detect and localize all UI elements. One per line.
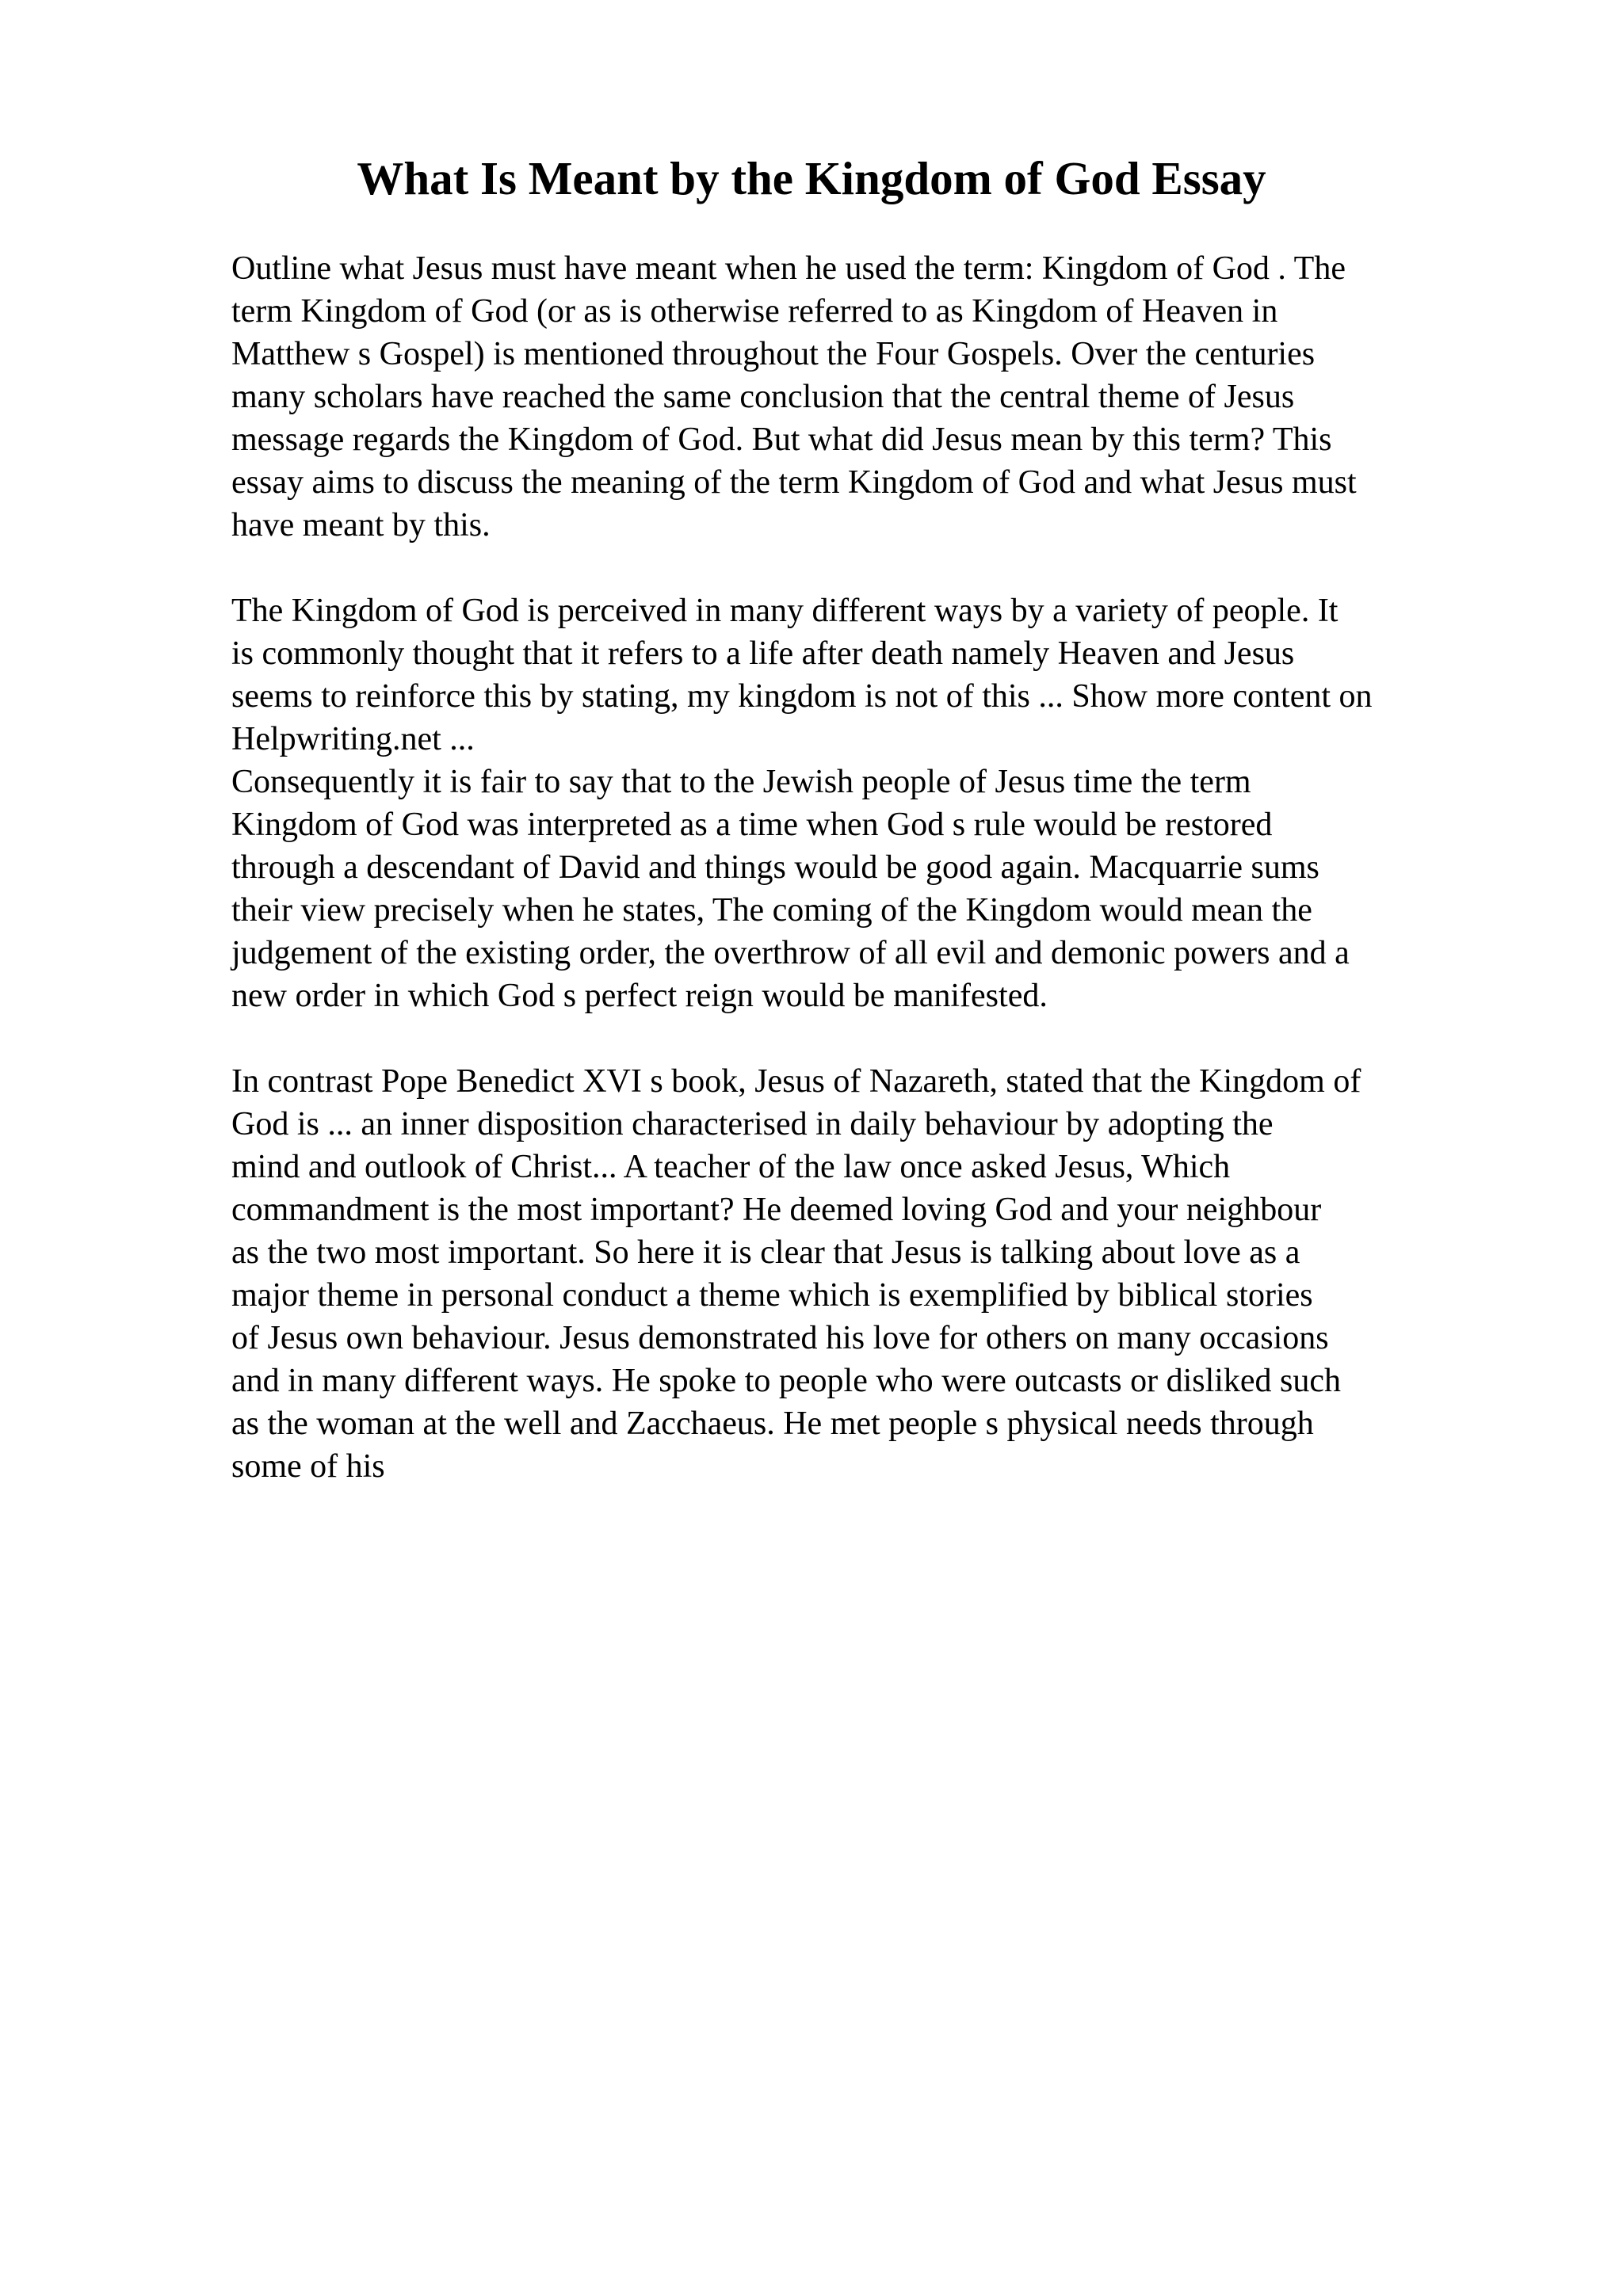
document-title: What Is Meant by the Kingdom of God Essay — [357, 152, 1266, 204]
text-line: Kingdom of God was interpreted as a time when God s rule would be restored — [231, 807, 1273, 843]
paragraph-3 — [231, 761, 1594, 1017]
text-line: commandment is the most important? He deemed loving God and your neighbour — [231, 1192, 1322, 1228]
text-line: have meant by this. — [231, 507, 491, 543]
text-line: mind and outlook of Christ... A teacher of the law once asked Jesus, Which — [231, 1149, 1231, 1185]
text-line: God is ... an inner disposition characterised in daily behaviour by adopting the — [231, 1106, 1274, 1142]
paragraph-4 — [231, 1060, 1594, 1488]
text-line: The Kingdom of God is perceived in many different ways by a variety of people. It — [231, 593, 1338, 629]
text-line: seems to reinforce this by stating, my kingdom is not of this ... Show more content on — [231, 678, 1373, 715]
text-line: judgement of the existing order, the overthrow of all evil and demonic powers and a — [231, 935, 1350, 971]
text-line: their view precisely when he states, The coming of the Kingdom would mean the — [231, 892, 1312, 929]
text-line: many scholars have reached the same conclusion that the central theme of Jesus — [231, 379, 1295, 415]
text-line: essay aims to discuss the meaning of the term Kingdom of God and what Jesus must — [231, 464, 1357, 501]
text-line: as the two most important. So here it is clear that Jesus is talking about love as a — [231, 1234, 1300, 1271]
text-line: term Kingdom of God (or as is otherwise referred to as Kingdom of Heaven in — [231, 293, 1278, 330]
text-line: message regards the Kingdom of God. But what did Jesus mean by this term? This — [231, 421, 1332, 458]
text-line: Helpwriting.net ... — [231, 721, 475, 757]
paragraph-1 — [231, 247, 1594, 547]
text-line: Matthew s Gospel) is mentioned throughout the Four Gospels. Over the centuries — [231, 336, 1316, 372]
text-line: and in many different ways. He spoke to people who were outcasts or disliked such — [231, 1363, 1342, 1399]
text-line: In contrast Pope Benedict XVI s book, Jesus of Nazareth, stated that the Kingdom of — [231, 1063, 1361, 1100]
text-line: as the woman at the well and Zacchaeus. He met people s physical needs through — [231, 1405, 1314, 1442]
text-line: through a descendant of David and things would be good again. Macquarrie sums — [231, 849, 1319, 886]
text-line: Outline what Jesus must have meant when he used the term: Kingdom of God . The — [231, 250, 1346, 287]
document-body — [231, 247, 1594, 1488]
paragraph-2 — [231, 589, 1594, 761]
text-line: major theme in personal conduct a theme which is exemplified by biblical stories — [231, 1277, 1313, 1314]
text-line: some of his — [231, 1448, 385, 1485]
text-line: new order in which God s perfect reign would be manifested. — [231, 978, 1048, 1014]
paragraph-spacer — [231, 547, 1594, 589]
text-line: Consequently it is fair to say that to the Jewish people of Jesus time the term — [231, 764, 1251, 800]
text-line: is commonly thought that it refers to a life after death namely Heaven and Jesus — [231, 635, 1295, 672]
paragraph-spacer — [231, 1017, 1594, 1060]
text-line: of Jesus own behaviour. Jesus demonstrated his love for others on many occasions — [231, 1320, 1329, 1356]
